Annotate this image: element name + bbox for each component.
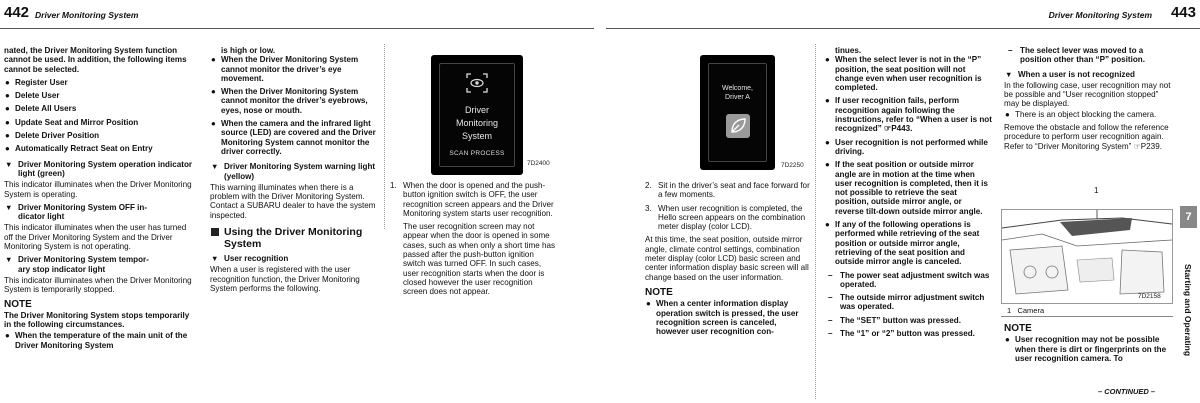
paragraph: This indicator illuminates when the Driver Monitoring System is temporarily stopped.	[4, 275, 192, 295]
step-2: 2. Sit in the driver’s seat and face forward for a few moments.	[645, 181, 810, 200]
continued-text: tinues.	[835, 46, 862, 55]
right-column-1	[645, 181, 810, 340]
step-1-detail: The user recognition screen may not appear when the door is opened in some cases, such as when only a short time has passed after the push-button ignition switch was turned OFF. In such cases, user recognition starts when the door is closed however the user recognition screen does not appear.	[403, 222, 556, 297]
list-item: ● Delete User	[5, 91, 60, 101]
paragraph: This warning illuminates when there is a problem with the Driver Monitoring System. Contact a SUBARU dealer to have the system inspected.	[210, 182, 376, 220]
note-title: NOTE	[4, 298, 32, 310]
dash-item: – The power seat adjustment switch was operated.	[828, 270, 990, 289]
scan-process-label: SCAN PROCESS	[449, 150, 505, 157]
screen-line: Monitoring	[455, 118, 499, 128]
list-item: ● If user recognition fails, perform recognition again following the instructions, refer to “When a user is not recognized” ☞P443.	[825, 96, 992, 134]
list-item: ● Automatically Retract Seat on Entry	[5, 144, 153, 154]
intro-text: nated, the Driver Monitoring System function cannot be used. In addition, the following items cannot be selected.	[4, 46, 187, 74]
note-bullet: ● When the temperature of the main unit of the Driver Monitoring System	[5, 331, 188, 350]
list-item: ● When the select lever is not in the “P” position, the seat position will not change even when user recognition is completed.	[825, 55, 982, 93]
list-item: ● Update Seat and Mirror Position	[5, 117, 139, 127]
image-code: 7D2400	[527, 160, 550, 167]
note-bullet: ● User recognition may not be possible when there is dirt or fingerprints on the user recognition camera. To	[1005, 335, 1167, 363]
section-heading: Using the Driver Monitoring System	[210, 226, 378, 250]
list-item: ● When the camera and the infrared light source (LED) are covered and the Driver Monitoring System cannot monitor the driver correctly.	[211, 119, 376, 156]
heading-off-light: ▼ Driver Monitoring System OFF in- dicator light	[5, 202, 148, 222]
right-header	[606, 0, 1200, 29]
paragraph: Remove the obstacle and follow the reference procedure to perform user recognition again. Refer to “Driver Monitoring System” ☞P239.	[1004, 123, 1169, 151]
welcome-screen-image	[700, 55, 775, 170]
note-title: NOTE	[1004, 323, 1032, 334]
step-3: 3. When user recognition is completed, the Hello screen appears on the combination meter display (color LCD).	[645, 203, 806, 232]
right-column-2	[824, 46, 992, 342]
list-item: ● Delete Driver Position	[5, 131, 100, 141]
list-item: ● When the Driver Monitoring System cannot monitor the driver’s eyebrows, eyes, nose or mouth.	[211, 87, 368, 115]
heading-not-recognized: ▼ When a user is not recognized	[1005, 69, 1135, 79]
dash-item: – The “SET” button was pressed.	[828, 315, 961, 325]
page-number: 442	[4, 4, 30, 21]
face-scan-icon	[465, 72, 489, 94]
list-item: ● When the Driver Monitoring System cannot monitor the driver’s eye movement.	[211, 55, 359, 83]
paragraph: This indicator illuminates when the Driver Monitoring System is operating.	[4, 180, 192, 199]
right-column-3	[1004, 46, 1174, 155]
list-item: ● If any of the following operations is performed while retrieving of the seat position or outside mirror angle, retrieving of the seat position and outside mirror angle is canceled.	[825, 220, 980, 267]
left-column-2	[210, 46, 378, 297]
heading-user-recognition: ▼ User recognition	[211, 254, 289, 264]
page-number: 443	[1170, 4, 1196, 21]
left-header	[0, 0, 594, 29]
screen-line: System	[461, 131, 492, 141]
note-bullet: ● When a center information display operation switch is pressed, the user recognition screen is canceled, however user recognition con-	[646, 299, 799, 337]
step-1: 1. When the door is opened and the push-button ignition switch is OFF, the user recognition screen appears and the Driver Monitoring system starts user recognition.	[390, 181, 554, 218]
list-item: ● There is an object blocking the camera.	[1005, 109, 1157, 119]
heading-temp-stop-light: ▼ Driver Monitoring System tempor- ary stop indicator light	[5, 255, 149, 274]
column-divider	[384, 44, 385, 229]
dash-item: – The outside mirror adjustment switch was operated.	[828, 293, 985, 312]
figure-caption: 1 Camera	[1007, 306, 1045, 315]
header-title: Driver Monitoring System	[35, 10, 139, 20]
note-text: The Driver Monitoring System stops temporarily in the following circumstances.	[4, 310, 190, 330]
image-code: 7D2250	[781, 162, 804, 169]
screen-line: Driver	[465, 105, 489, 115]
note-title: NOTE	[645, 286, 673, 298]
screen-line: Driver A	[725, 94, 750, 101]
chapter-tab: 7	[1180, 206, 1197, 228]
left-column-3	[390, 181, 558, 301]
paragraph: In the following case, user recognition may not be possible and “User recognition stopped” may be displayed.	[1004, 80, 1171, 109]
list-item: ● Register User	[5, 77, 68, 87]
dash-item: – The “1” or “2” button was pressed.	[828, 329, 975, 339]
chapter-side-label: Starting and Operating	[1183, 263, 1193, 357]
continued-marker: – CONTINUED –	[1098, 387, 1156, 396]
caption-rule	[1001, 316, 1173, 317]
right-column-3-note	[1004, 324, 1174, 367]
heading-operation-light: ▼ Driver Monitoring System operation indicator light (green)	[5, 159, 193, 178]
camera-illustration	[1001, 209, 1173, 304]
image-code: 7D2158	[1138, 293, 1161, 300]
dash-item: – The select lever was moved to a position other than “P” position.	[1008, 46, 1145, 65]
list-item: ● Delete All Users	[5, 104, 77, 114]
column-divider	[815, 44, 816, 399]
header-title: Driver Monitoring System	[1048, 10, 1152, 20]
list-item: ● If the seat position or outside mirror angle are in motion at the time when user recognition is completed, then it is not possible to retrieve the seat position, outside mirror angle, or reverse tilt-down outside mirror angle.	[825, 160, 988, 216]
left-column-1	[4, 46, 196, 354]
left-page	[0, 0, 594, 402]
paragraph: When a user is registered with the user recognition function, the Driver Monitoring System performs the following.	[210, 265, 360, 293]
item-list	[4, 78, 196, 154]
heading-warning-light: ▼ Driver Monitoring System warning light (yellow)	[211, 162, 376, 181]
continued-text: is high or low.	[221, 46, 276, 55]
screen-line: Welcome,	[722, 85, 753, 92]
figure-callout: 1	[1094, 186, 1099, 195]
list-item: ● User recognition is not performed while driving.	[825, 137, 988, 156]
paragraph: At this time, the seat position, outside mirror angle, climate control settings, combination meter display (color LCD) basic screen and center information display basic screen will all change based on the user information.	[645, 235, 809, 282]
leaf-icon	[726, 114, 750, 138]
scan-screen-image	[431, 55, 523, 175]
paragraph: This indicator illuminates when the user has turned off the Driver Monitoring System and the Driver Monitoring System is not operating.	[4, 223, 187, 252]
